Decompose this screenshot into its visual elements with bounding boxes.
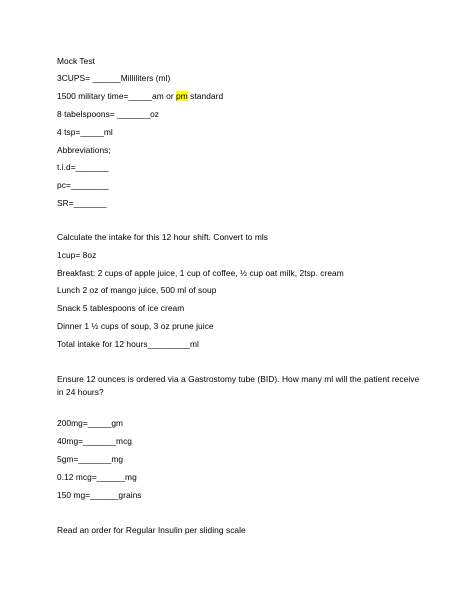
intake-lunch: Lunch 2 oz of mango juice, 500 ml of soup [57,285,217,295]
question-cups-ml: 3CUPS= ______Milliliters (ml) [57,73,171,83]
question-gastrostomy: Ensure 12 ounces is ordered via a Gastrostomy tube (BID). How many ml will the patient receive in 24 hours? [57,374,420,397]
conversion-mg-grains: 150 mg=______grains [57,490,142,500]
intake-instructions: Calculate the intake for this 12 hour shift. Convert to mls [57,232,269,242]
cup-conversion: 1cup= 8oz [57,250,97,260]
doc-title: Mock Test [57,56,95,66]
conversion-mg-gm: 200mg=_____gm [57,418,124,428]
question-tablespoons-oz: 8 tabelspoons= _______oz [57,109,160,119]
intake-dinner: Dinner 1 ½ cups of soup, 3 oz prune juice [57,321,214,331]
conversion-gm-mg: 5gm=_______mg [57,454,124,464]
highlighted-pm: pm [176,91,188,101]
question-military-time [57,91,223,101]
conversion-mg-mcg: 40mg=_______mcg [57,436,133,446]
intake-total: Total intake for 12 hours_________ml [57,339,199,349]
conversion-mcg-mg: 0.12 mcg=______mg [57,472,137,482]
intake-snack: Snack 5 tablespoons of ice cream [57,303,185,313]
insulin-order: Read an order for Regular Insulin per sliding scale [57,525,246,535]
abbreviations-heading: Abbreviations; [57,145,111,155]
abbrev-pc: pc=________ [57,180,109,190]
abbrev-sr: SR=_______ [57,198,107,208]
intake-breakfast: Breakfast: 2 cups of apple juice, 1 cup of coffee, ½ cup oat milk, 2tsp. cream [57,268,344,278]
question-tsp-ml: 4 tsp=_____ml [57,127,113,137]
abbrev-tid: t.i.d=_______ [57,162,109,172]
military-time-suffix: standard [187,91,224,101]
military-time-prefix: 1500 military time=_____am or [57,91,177,101]
